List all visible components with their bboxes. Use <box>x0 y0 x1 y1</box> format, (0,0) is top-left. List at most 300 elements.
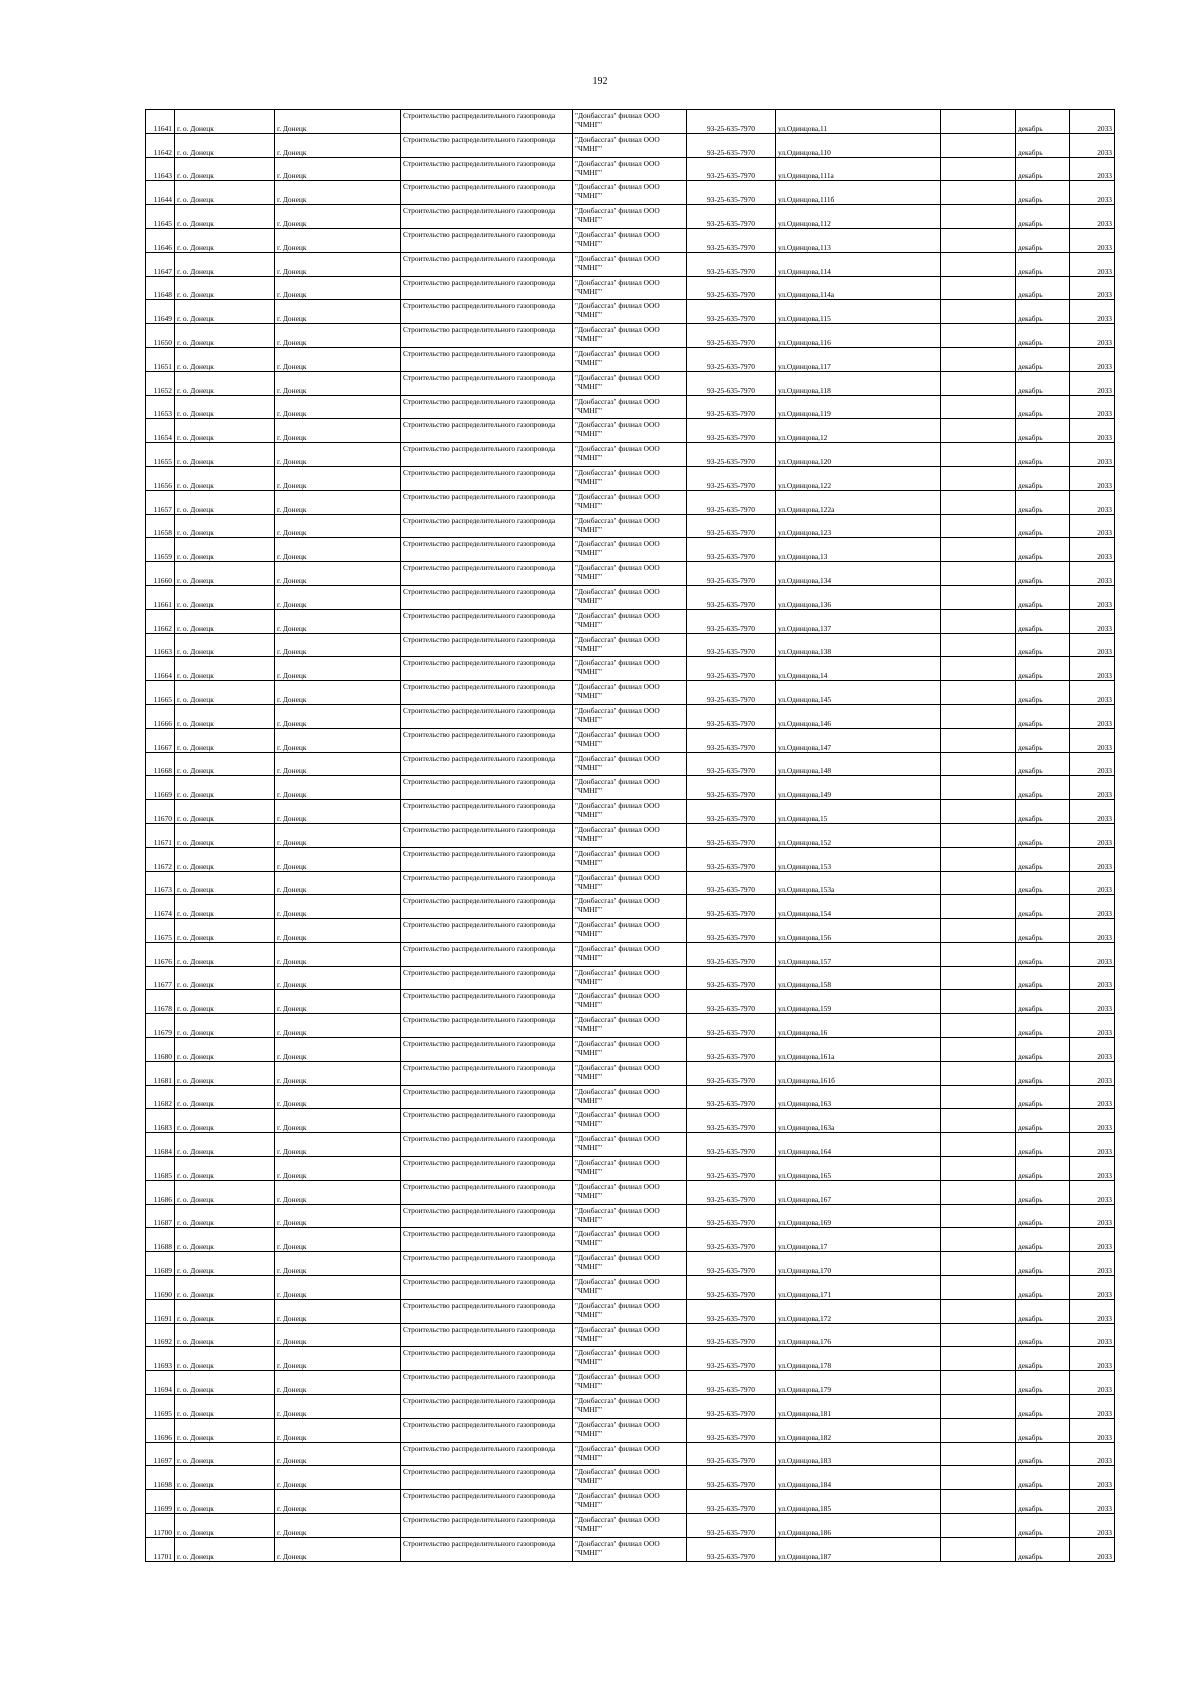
address-cell: ул.Одинцова,167 <box>776 1180 941 1204</box>
row-number-cell: 11659 <box>146 538 175 562</box>
organization-cell: "Донбассгаз" филиал ООО "ЧМНГ" <box>573 1442 687 1466</box>
district-cell: г. о. Донецк <box>175 538 275 562</box>
organization-cell: "Донбассгаз" филиал ООО "ЧМНГ" <box>573 919 687 943</box>
organization-cell: "Донбассгаз" филиал ООО "ЧМНГ" <box>573 1299 687 1323</box>
organization-cell: "Донбассгаз" филиал ООО "ЧМНГ" <box>573 228 687 252</box>
city-cell: г. Донецк <box>275 871 401 895</box>
year-cell: 2033 <box>1070 538 1115 562</box>
empty-cell <box>941 585 1016 609</box>
code-cell: 93-25-635-7970 <box>687 228 776 252</box>
organization-cell: "Донбассгаз" филиал ООО "ЧМНГ" <box>573 466 687 490</box>
empty-cell <box>941 157 1016 181</box>
work-type-cell: Строительство распределительного газопровода <box>401 419 573 443</box>
work-type-cell: Строительство распределительного газопровода <box>401 990 573 1014</box>
address-cell: ул.Одинцова,15 <box>776 800 941 824</box>
empty-cell <box>941 562 1016 586</box>
work-type-cell: Строительство распределительного газопровода <box>401 1133 573 1157</box>
city-cell: г. Донецк <box>275 538 401 562</box>
table-row <box>146 1371 1115 1395</box>
table-row <box>146 347 1115 371</box>
district-cell: г. о. Донецк <box>175 728 275 752</box>
organization-cell: "Донбассгаз" филиал ООО "ЧМНГ" <box>573 966 687 990</box>
city-cell: г. Донецк <box>275 823 401 847</box>
city-cell: г. Донецк <box>275 371 401 395</box>
year-cell: 2033 <box>1070 1014 1115 1038</box>
table-row <box>146 371 1115 395</box>
month-cell: декабрь <box>1016 990 1070 1014</box>
district-cell: г. о. Донецк <box>175 1490 275 1514</box>
row-number-cell: 11666 <box>146 704 175 728</box>
code-cell: 93-25-635-7970 <box>687 990 776 1014</box>
table-row <box>146 1395 1115 1419</box>
year-cell: 2033 <box>1070 823 1115 847</box>
code-cell: 93-25-635-7970 <box>687 1490 776 1514</box>
month-cell: декабрь <box>1016 1276 1070 1300</box>
city-cell: г. Донецк <box>275 181 401 205</box>
code-cell: 93-25-635-7970 <box>687 752 776 776</box>
district-cell: г. о. Донецк <box>175 1347 275 1371</box>
address-cell: ул.Одинцова,119 <box>776 395 941 419</box>
city-cell: г. Донецк <box>275 347 401 371</box>
code-cell: 93-25-635-7970 <box>687 419 776 443</box>
year-cell: 2033 <box>1070 1038 1115 1062</box>
year-cell: 2033 <box>1070 1252 1115 1276</box>
empty-cell <box>941 1490 1016 1514</box>
registry-table <box>145 109 1115 1562</box>
empty-cell <box>941 1228 1016 1252</box>
year-cell: 2033 <box>1070 1466 1115 1490</box>
table-row <box>146 252 1115 276</box>
organization-cell: "Донбассгаз" филиал ООО "ЧМНГ" <box>573 252 687 276</box>
code-cell: 93-25-635-7970 <box>687 823 776 847</box>
district-cell: г. о. Донецк <box>175 871 275 895</box>
year-cell: 2033 <box>1070 704 1115 728</box>
year-cell: 2033 <box>1070 1228 1115 1252</box>
organization-cell: "Донбассгаз" филиал ООО "ЧМНГ" <box>573 157 687 181</box>
year-cell: 2033 <box>1070 466 1115 490</box>
code-cell: 93-25-635-7970 <box>687 133 776 157</box>
month-cell: декабрь <box>1016 347 1070 371</box>
work-type-cell: Строительство распределительного газопровода <box>401 585 573 609</box>
organization-cell: "Донбассгаз" филиал ООО "ЧМНГ" <box>573 1371 687 1395</box>
district-cell: г. о. Донецк <box>175 1061 275 1085</box>
code-cell: 93-25-635-7970 <box>687 704 776 728</box>
address-cell: ул.Одинцова,148 <box>776 752 941 776</box>
empty-cell <box>941 919 1016 943</box>
month-cell: декабрь <box>1016 1395 1070 1419</box>
code-cell: 93-25-635-7970 <box>687 1085 776 1109</box>
year-cell: 2033 <box>1070 205 1115 229</box>
row-number-cell: 11687 <box>146 1204 175 1228</box>
table-row <box>146 1323 1115 1347</box>
district-cell: г. о. Донецк <box>175 1133 275 1157</box>
year-cell: 2033 <box>1070 1061 1115 1085</box>
empty-cell <box>941 1085 1016 1109</box>
city-cell: г. Донецк <box>275 205 401 229</box>
year-cell: 2033 <box>1070 371 1115 395</box>
district-cell: г. о. Донецк <box>175 681 275 705</box>
code-cell: 93-25-635-7970 <box>687 466 776 490</box>
district-cell: г. о. Донецк <box>175 395 275 419</box>
row-number-cell: 11665 <box>146 681 175 705</box>
row-number-cell: 11677 <box>146 966 175 990</box>
table-row <box>146 395 1115 419</box>
work-type-cell: Строительство распределительного газопровода <box>401 919 573 943</box>
district-cell: г. о. Донецк <box>175 466 275 490</box>
city-cell: г. Донецк <box>275 395 401 419</box>
city-cell: г. Донецк <box>275 657 401 681</box>
year-cell: 2033 <box>1070 633 1115 657</box>
row-number-cell: 11669 <box>146 776 175 800</box>
year-cell: 2033 <box>1070 585 1115 609</box>
district-cell: г. о. Донецк <box>175 324 275 348</box>
month-cell: декабрь <box>1016 871 1070 895</box>
address-cell: ул.Одинцова,118 <box>776 371 941 395</box>
address-cell: ул.Одинцова,179 <box>776 1371 941 1395</box>
table-row <box>146 728 1115 752</box>
work-type-cell: Строительство распределительного газопровода <box>401 371 573 395</box>
year-cell: 2033 <box>1070 919 1115 943</box>
row-number-cell: 11646 <box>146 228 175 252</box>
work-type-cell: Строительство распределительного газопровода <box>401 657 573 681</box>
organization-cell: "Донбассгаз" филиал ООО "ЧМНГ" <box>573 609 687 633</box>
address-cell: ул.Одинцова,110 <box>776 133 941 157</box>
table-row <box>146 1537 1115 1561</box>
year-cell: 2033 <box>1070 419 1115 443</box>
month-cell: декабрь <box>1016 681 1070 705</box>
work-type-cell: Строительство распределительного газопровода <box>401 1371 573 1395</box>
code-cell: 93-25-635-7970 <box>687 728 776 752</box>
work-type-cell: Строительство распределительного газопровода <box>401 1347 573 1371</box>
address-cell: ул.Одинцова,146 <box>776 704 941 728</box>
year-cell: 2033 <box>1070 776 1115 800</box>
code-cell: 93-25-635-7970 <box>687 847 776 871</box>
organization-cell: "Донбассгаз" филиал ООО "ЧМНГ" <box>573 1490 687 1514</box>
month-cell: декабрь <box>1016 276 1070 300</box>
district-cell: г. о. Донецк <box>175 1038 275 1062</box>
row-number-cell: 11683 <box>146 1109 175 1133</box>
work-type-cell: Строительство распределительного газопровода <box>401 871 573 895</box>
row-number-cell: 11664 <box>146 657 175 681</box>
year-cell: 2033 <box>1070 300 1115 324</box>
month-cell: декабрь <box>1016 395 1070 419</box>
table-row <box>146 324 1115 348</box>
row-number-cell: 11656 <box>146 466 175 490</box>
work-type-cell: Строительство распределительного газопровода <box>401 205 573 229</box>
district-cell: г. о. Донецк <box>175 300 275 324</box>
district-cell: г. о. Донецк <box>175 1276 275 1300</box>
city-cell: г. Донецк <box>275 1347 401 1371</box>
month-cell: декабрь <box>1016 942 1070 966</box>
city-cell: г. Донецк <box>275 1276 401 1300</box>
work-type-cell: Строительство распределительного газопровода <box>401 633 573 657</box>
address-cell: ул.Одинцова,163 <box>776 1085 941 1109</box>
empty-cell <box>941 1299 1016 1323</box>
district-cell: г. о. Донецк <box>175 181 275 205</box>
organization-cell: "Донбассгаз" филиал ООО "ЧМНГ" <box>573 276 687 300</box>
work-type-cell: Строительство распределительного газопровода <box>401 1014 573 1038</box>
work-type-cell: Строительство распределительного газопровода <box>401 847 573 871</box>
work-type-cell: Строительство распределительного газопровода <box>401 1442 573 1466</box>
row-number-cell: 11650 <box>146 324 175 348</box>
work-type-cell: Строительство распределительного газопровода <box>401 1061 573 1085</box>
district-cell: г. о. Донецк <box>175 1323 275 1347</box>
empty-cell <box>941 514 1016 538</box>
year-cell: 2033 <box>1070 1418 1115 1442</box>
table-row <box>146 466 1115 490</box>
empty-cell <box>941 1514 1016 1538</box>
code-cell: 93-25-635-7970 <box>687 1514 776 1538</box>
organization-cell: "Донбассгаз" филиал ООО "ЧМНГ" <box>573 633 687 657</box>
city-cell: г. Донецк <box>275 1323 401 1347</box>
code-cell: 93-25-635-7970 <box>687 252 776 276</box>
city-cell: г. Донецк <box>275 1228 401 1252</box>
table-row <box>146 1204 1115 1228</box>
organization-cell: "Донбассгаз" филиал ООО "ЧМНГ" <box>573 181 687 205</box>
organization-cell: "Донбассгаз" филиал ООО "ЧМНГ" <box>573 1038 687 1062</box>
work-type-cell: Строительство распределительного газопровода <box>401 300 573 324</box>
city-cell: г. Донецк <box>275 1014 401 1038</box>
row-number-cell: 11675 <box>146 919 175 943</box>
city-cell: г. Донецк <box>275 585 401 609</box>
address-cell: ул.Одинцова,156 <box>776 919 941 943</box>
month-cell: декабрь <box>1016 252 1070 276</box>
month-cell: декабрь <box>1016 1157 1070 1181</box>
row-number-cell: 11696 <box>146 1418 175 1442</box>
month-cell: декабрь <box>1016 538 1070 562</box>
address-cell: ул.Одинцова,123 <box>776 514 941 538</box>
month-cell: декабрь <box>1016 752 1070 776</box>
empty-cell <box>941 1014 1016 1038</box>
month-cell: декабрь <box>1016 1347 1070 1371</box>
empty-cell <box>941 609 1016 633</box>
month-cell: декабрь <box>1016 1180 1070 1204</box>
row-number-cell: 11657 <box>146 490 175 514</box>
table-row <box>146 776 1115 800</box>
row-number-cell: 11698 <box>146 1466 175 1490</box>
address-cell: ул.Одинцова,165 <box>776 1157 941 1181</box>
code-cell: 93-25-635-7970 <box>687 919 776 943</box>
city-cell: г. Донецк <box>275 847 401 871</box>
empty-cell <box>941 728 1016 752</box>
organization-cell: "Донбассгаз" филиал ООО "ЧМНГ" <box>573 133 687 157</box>
month-cell: декабрь <box>1016 609 1070 633</box>
month-cell: декабрь <box>1016 181 1070 205</box>
city-cell: г. Донецк <box>275 966 401 990</box>
code-cell: 93-25-635-7970 <box>687 1418 776 1442</box>
work-type-cell: Строительство распределительного газопровода <box>401 1299 573 1323</box>
district-cell: г. о. Донецк <box>175 347 275 371</box>
row-number-cell: 11661 <box>146 585 175 609</box>
empty-cell <box>941 1466 1016 1490</box>
empty-cell <box>941 1252 1016 1276</box>
work-type-cell: Строительство распределительного газопровода <box>401 1085 573 1109</box>
organization-cell: "Донбассгаз" филиал ООО "ЧМНГ" <box>573 538 687 562</box>
organization-cell: "Донбассгаз" филиал ООО "ЧМНГ" <box>573 490 687 514</box>
table-row <box>146 562 1115 586</box>
code-cell: 93-25-635-7970 <box>687 871 776 895</box>
month-cell: декабрь <box>1016 1418 1070 1442</box>
address-cell: ул.Одинцова,117 <box>776 347 941 371</box>
month-cell: декабрь <box>1016 324 1070 348</box>
year-cell: 2033 <box>1070 228 1115 252</box>
work-type-cell: Строительство распределительного газопровода <box>401 1180 573 1204</box>
work-type-cell: Строительство распределительного газопровода <box>401 252 573 276</box>
row-number-cell: 11692 <box>146 1323 175 1347</box>
code-cell: 93-25-635-7970 <box>687 1228 776 1252</box>
row-number-cell: 11642 <box>146 133 175 157</box>
month-cell: декабрь <box>1016 800 1070 824</box>
code-cell: 93-25-635-7970 <box>687 538 776 562</box>
district-cell: г. о. Донецк <box>175 133 275 157</box>
row-number-cell: 11641 <box>146 110 175 134</box>
empty-cell <box>941 1038 1016 1062</box>
district-cell: г. о. Донецк <box>175 966 275 990</box>
district-cell: г. о. Донецк <box>175 1252 275 1276</box>
address-cell: ул.Одинцова,114 <box>776 252 941 276</box>
work-type-cell: Строительство распределительного газопровода <box>401 1252 573 1276</box>
city-cell: г. Донецк <box>275 276 401 300</box>
month-cell: декабрь <box>1016 1514 1070 1538</box>
address-cell: ул.Одинцова,138 <box>776 633 941 657</box>
table-row <box>146 1180 1115 1204</box>
table-row <box>146 1157 1115 1181</box>
address-cell: ул.Одинцова,147 <box>776 728 941 752</box>
code-cell: 93-25-635-7970 <box>687 1323 776 1347</box>
address-cell: ул.Одинцова,153а <box>776 871 941 895</box>
code-cell: 93-25-635-7970 <box>687 633 776 657</box>
row-number-cell: 11689 <box>146 1252 175 1276</box>
month-cell: декабрь <box>1016 1371 1070 1395</box>
city-cell: г. Донецк <box>275 633 401 657</box>
code-cell: 93-25-635-7970 <box>687 776 776 800</box>
table-row <box>146 514 1115 538</box>
city-cell: г. Донецк <box>275 1204 401 1228</box>
district-cell: г. о. Донецк <box>175 514 275 538</box>
table-row <box>146 1490 1115 1514</box>
month-cell: декабрь <box>1016 1204 1070 1228</box>
month-cell: декабрь <box>1016 133 1070 157</box>
year-cell: 2033 <box>1070 609 1115 633</box>
year-cell: 2033 <box>1070 895 1115 919</box>
code-cell: 93-25-635-7970 <box>687 347 776 371</box>
address-cell: ул.Одинцова,161а <box>776 1038 941 1062</box>
address-cell: ул.Одинцова,111б <box>776 181 941 205</box>
row-number-cell: 11688 <box>146 1228 175 1252</box>
year-cell: 2033 <box>1070 443 1115 467</box>
address-cell: ул.Одинцова,152 <box>776 823 941 847</box>
month-cell: декабрь <box>1016 823 1070 847</box>
row-number-cell: 11684 <box>146 1133 175 1157</box>
work-type-cell: Строительство распределительного газопровода <box>401 466 573 490</box>
code-cell: 93-25-635-7970 <box>687 395 776 419</box>
work-type-cell: Строительство распределительного газопровода <box>401 681 573 705</box>
work-type-cell: Строительство распределительного газопровода <box>401 1109 573 1133</box>
city-cell: г. Донецк <box>275 1061 401 1085</box>
year-cell: 2033 <box>1070 1371 1115 1395</box>
city-cell: г. Донецк <box>275 895 401 919</box>
year-cell: 2033 <box>1070 1347 1115 1371</box>
address-cell: ул.Одинцова,185 <box>776 1490 941 1514</box>
district-cell: г. о. Донецк <box>175 490 275 514</box>
city-cell: г. Донецк <box>275 752 401 776</box>
empty-cell <box>941 300 1016 324</box>
empty-cell <box>941 466 1016 490</box>
code-cell: 93-25-635-7970 <box>687 1371 776 1395</box>
organization-cell: "Донбассгаз" филиал ООО "ЧМНГ" <box>573 585 687 609</box>
work-type-cell: Строительство распределительного газопровода <box>401 1395 573 1419</box>
work-type-cell: Строительство распределительного газопровода <box>401 443 573 467</box>
organization-cell: "Донбассгаз" филиал ООО "ЧМНГ" <box>573 110 687 134</box>
organization-cell: "Донбассгаз" филиал ООО "ЧМНГ" <box>573 395 687 419</box>
code-cell: 93-25-635-7970 <box>687 609 776 633</box>
work-type-cell: Строительство распределительного газопровода <box>401 776 573 800</box>
organization-cell: "Донбассгаз" филиал ООО "ЧМНГ" <box>573 752 687 776</box>
organization-cell: "Донбассгаз" филиал ООО "ЧМНГ" <box>573 1228 687 1252</box>
year-cell: 2033 <box>1070 1323 1115 1347</box>
row-number-cell: 11680 <box>146 1038 175 1062</box>
empty-cell <box>941 1418 1016 1442</box>
address-cell: ул.Одинцова,115 <box>776 300 941 324</box>
table-row <box>146 966 1115 990</box>
month-cell: декабрь <box>1016 1442 1070 1466</box>
organization-cell: "Донбассгаз" филиал ООО "ЧМНГ" <box>573 704 687 728</box>
table-row <box>146 538 1115 562</box>
city-cell: г. Донецк <box>275 1299 401 1323</box>
code-cell: 93-25-635-7970 <box>687 966 776 990</box>
address-cell: ул.Одинцова,145 <box>776 681 941 705</box>
code-cell: 93-25-635-7970 <box>687 1204 776 1228</box>
table-row <box>146 1514 1115 1538</box>
organization-cell: "Донбассгаз" филиал ООО "ЧМНГ" <box>573 990 687 1014</box>
work-type-cell: Строительство распределительного газопровода <box>401 1466 573 1490</box>
city-cell: г. Донецк <box>275 1157 401 1181</box>
year-cell: 2033 <box>1070 110 1115 134</box>
row-number-cell: 11652 <box>146 371 175 395</box>
year-cell: 2033 <box>1070 562 1115 586</box>
row-number-cell: 11643 <box>146 157 175 181</box>
district-cell: г. о. Донецк <box>175 609 275 633</box>
district-cell: г. о. Донецк <box>175 1180 275 1204</box>
year-cell: 2033 <box>1070 1157 1115 1181</box>
district-cell: г. о. Донецк <box>175 1299 275 1323</box>
city-cell: г. Донецк <box>275 1395 401 1419</box>
organization-cell: "Донбассгаз" филиал ООО "ЧМНГ" <box>573 895 687 919</box>
empty-cell <box>941 1109 1016 1133</box>
work-type-cell: Строительство распределительного газопровода <box>401 514 573 538</box>
row-number-cell: 11655 <box>146 443 175 467</box>
organization-cell: "Донбассгаз" филиал ООО "ЧМНГ" <box>573 942 687 966</box>
table-row <box>146 752 1115 776</box>
address-cell: ул.Одинцова,183 <box>776 1442 941 1466</box>
month-cell: декабрь <box>1016 728 1070 752</box>
month-cell: декабрь <box>1016 514 1070 538</box>
district-cell: г. о. Донецк <box>175 1204 275 1228</box>
organization-cell: "Донбассгаз" филиал ООО "ЧМНГ" <box>573 728 687 752</box>
work-type-cell: Строительство распределительного газопровода <box>401 490 573 514</box>
city-cell: г. Донецк <box>275 1466 401 1490</box>
organization-cell: "Донбассгаз" филиал ООО "ЧМНГ" <box>573 324 687 348</box>
empty-cell <box>941 1371 1016 1395</box>
district-cell: г. о. Донецк <box>175 1371 275 1395</box>
empty-cell <box>941 1061 1016 1085</box>
district-cell: г. о. Донецк <box>175 1157 275 1181</box>
empty-cell <box>941 419 1016 443</box>
table-row <box>146 1466 1115 1490</box>
row-number-cell: 11679 <box>146 1014 175 1038</box>
district-cell: г. о. Донецк <box>175 704 275 728</box>
code-cell: 93-25-635-7970 <box>687 157 776 181</box>
